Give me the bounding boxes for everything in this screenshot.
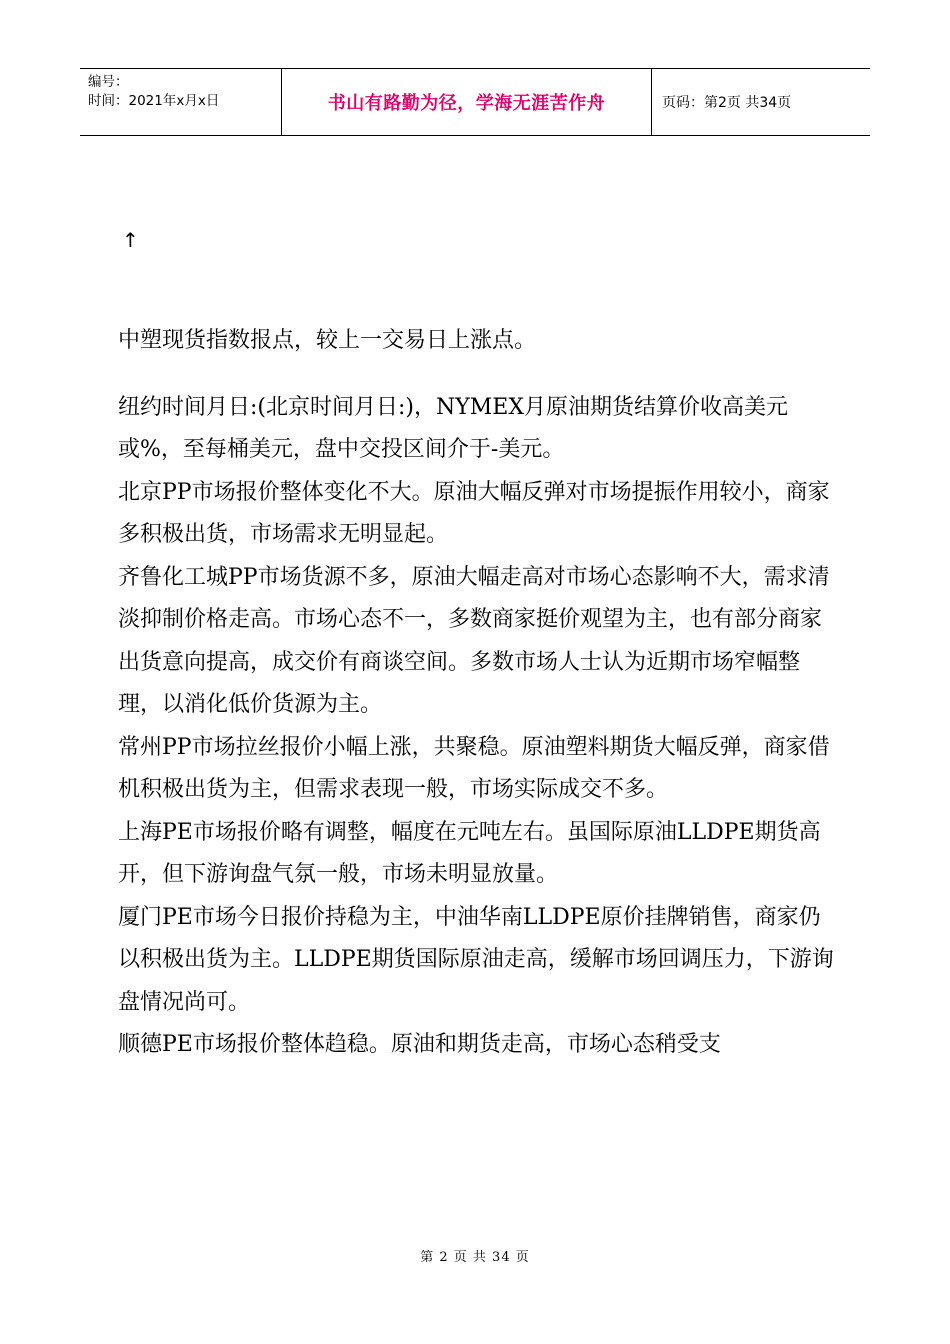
header-motto-cell: [282, 69, 652, 135]
document-date-label: 时间：2021年x月x日: [88, 93, 220, 109]
page-header: [80, 68, 870, 136]
paragraph: 常州PP市场拉丝报价小幅上涨，共聚稳。原油塑料期货大幅反弹，商家借机积极出货为主，但需求表现一般，市场实际成交不多。: [118, 734, 830, 802]
header-page-cell: [652, 69, 870, 135]
page-footer: 第 2 页 共 34 页: [420, 1250, 530, 1265]
up-arrow-icon: ↑: [122, 228, 139, 252]
paragraph: 北京PP市场报价整体变化不大。原油大幅反弹对市场提振作用较小，商家多积极出货，市场需求无明显起。: [118, 479, 830, 547]
header-motto: 书山有路勤为径，学海无涯苦作舟: [327, 93, 606, 114]
paragraph: 顺德PE市场报价整体趋稳。原油和期货走高，市场心态稍受支: [118, 1032, 721, 1057]
paragraph: 上海PE市场报价略有调整，幅度在元吨左右。虽国际原油LLDPE期货高开，但下游询盘气氛一般，市场未明显放量。: [118, 819, 821, 887]
paragraph: 齐鲁化工城PP市场货源不多，原油大幅走高对市场心态影响不大，需求清淡抑制价格走高。市场心态不一，多数商家挺价观望为主，也有部分商家出货意向提高，成交价有商谈空间。多数市场人士认为近期市场窄幅整理，以消化低价货源为主。: [118, 564, 830, 717]
header-meta: [80, 69, 282, 135]
document-number-label: 编号：: [88, 74, 129, 90]
document-body: [118, 320, 838, 1067]
header-page-number: 页码：第2页 共34页: [662, 95, 792, 111]
paragraph: 中塑现货指数报点，较上一交易日上涨点。: [118, 328, 537, 353]
paragraph: 厦门PE市场今日报价持稳为主，中油华南LLDPE原价挂牌销售，商家仍以积极出货为主。LLDPE期货国际原油走高，缓解市场回调压力，下游询盘情况尚可。: [118, 904, 834, 1015]
paragraph: 纽约时间月日:(北京时间月日:)，NYMEX月原油期货结算价收高美元或%，至每桶美元，盘中交投区间介于-美元。: [118, 394, 789, 462]
